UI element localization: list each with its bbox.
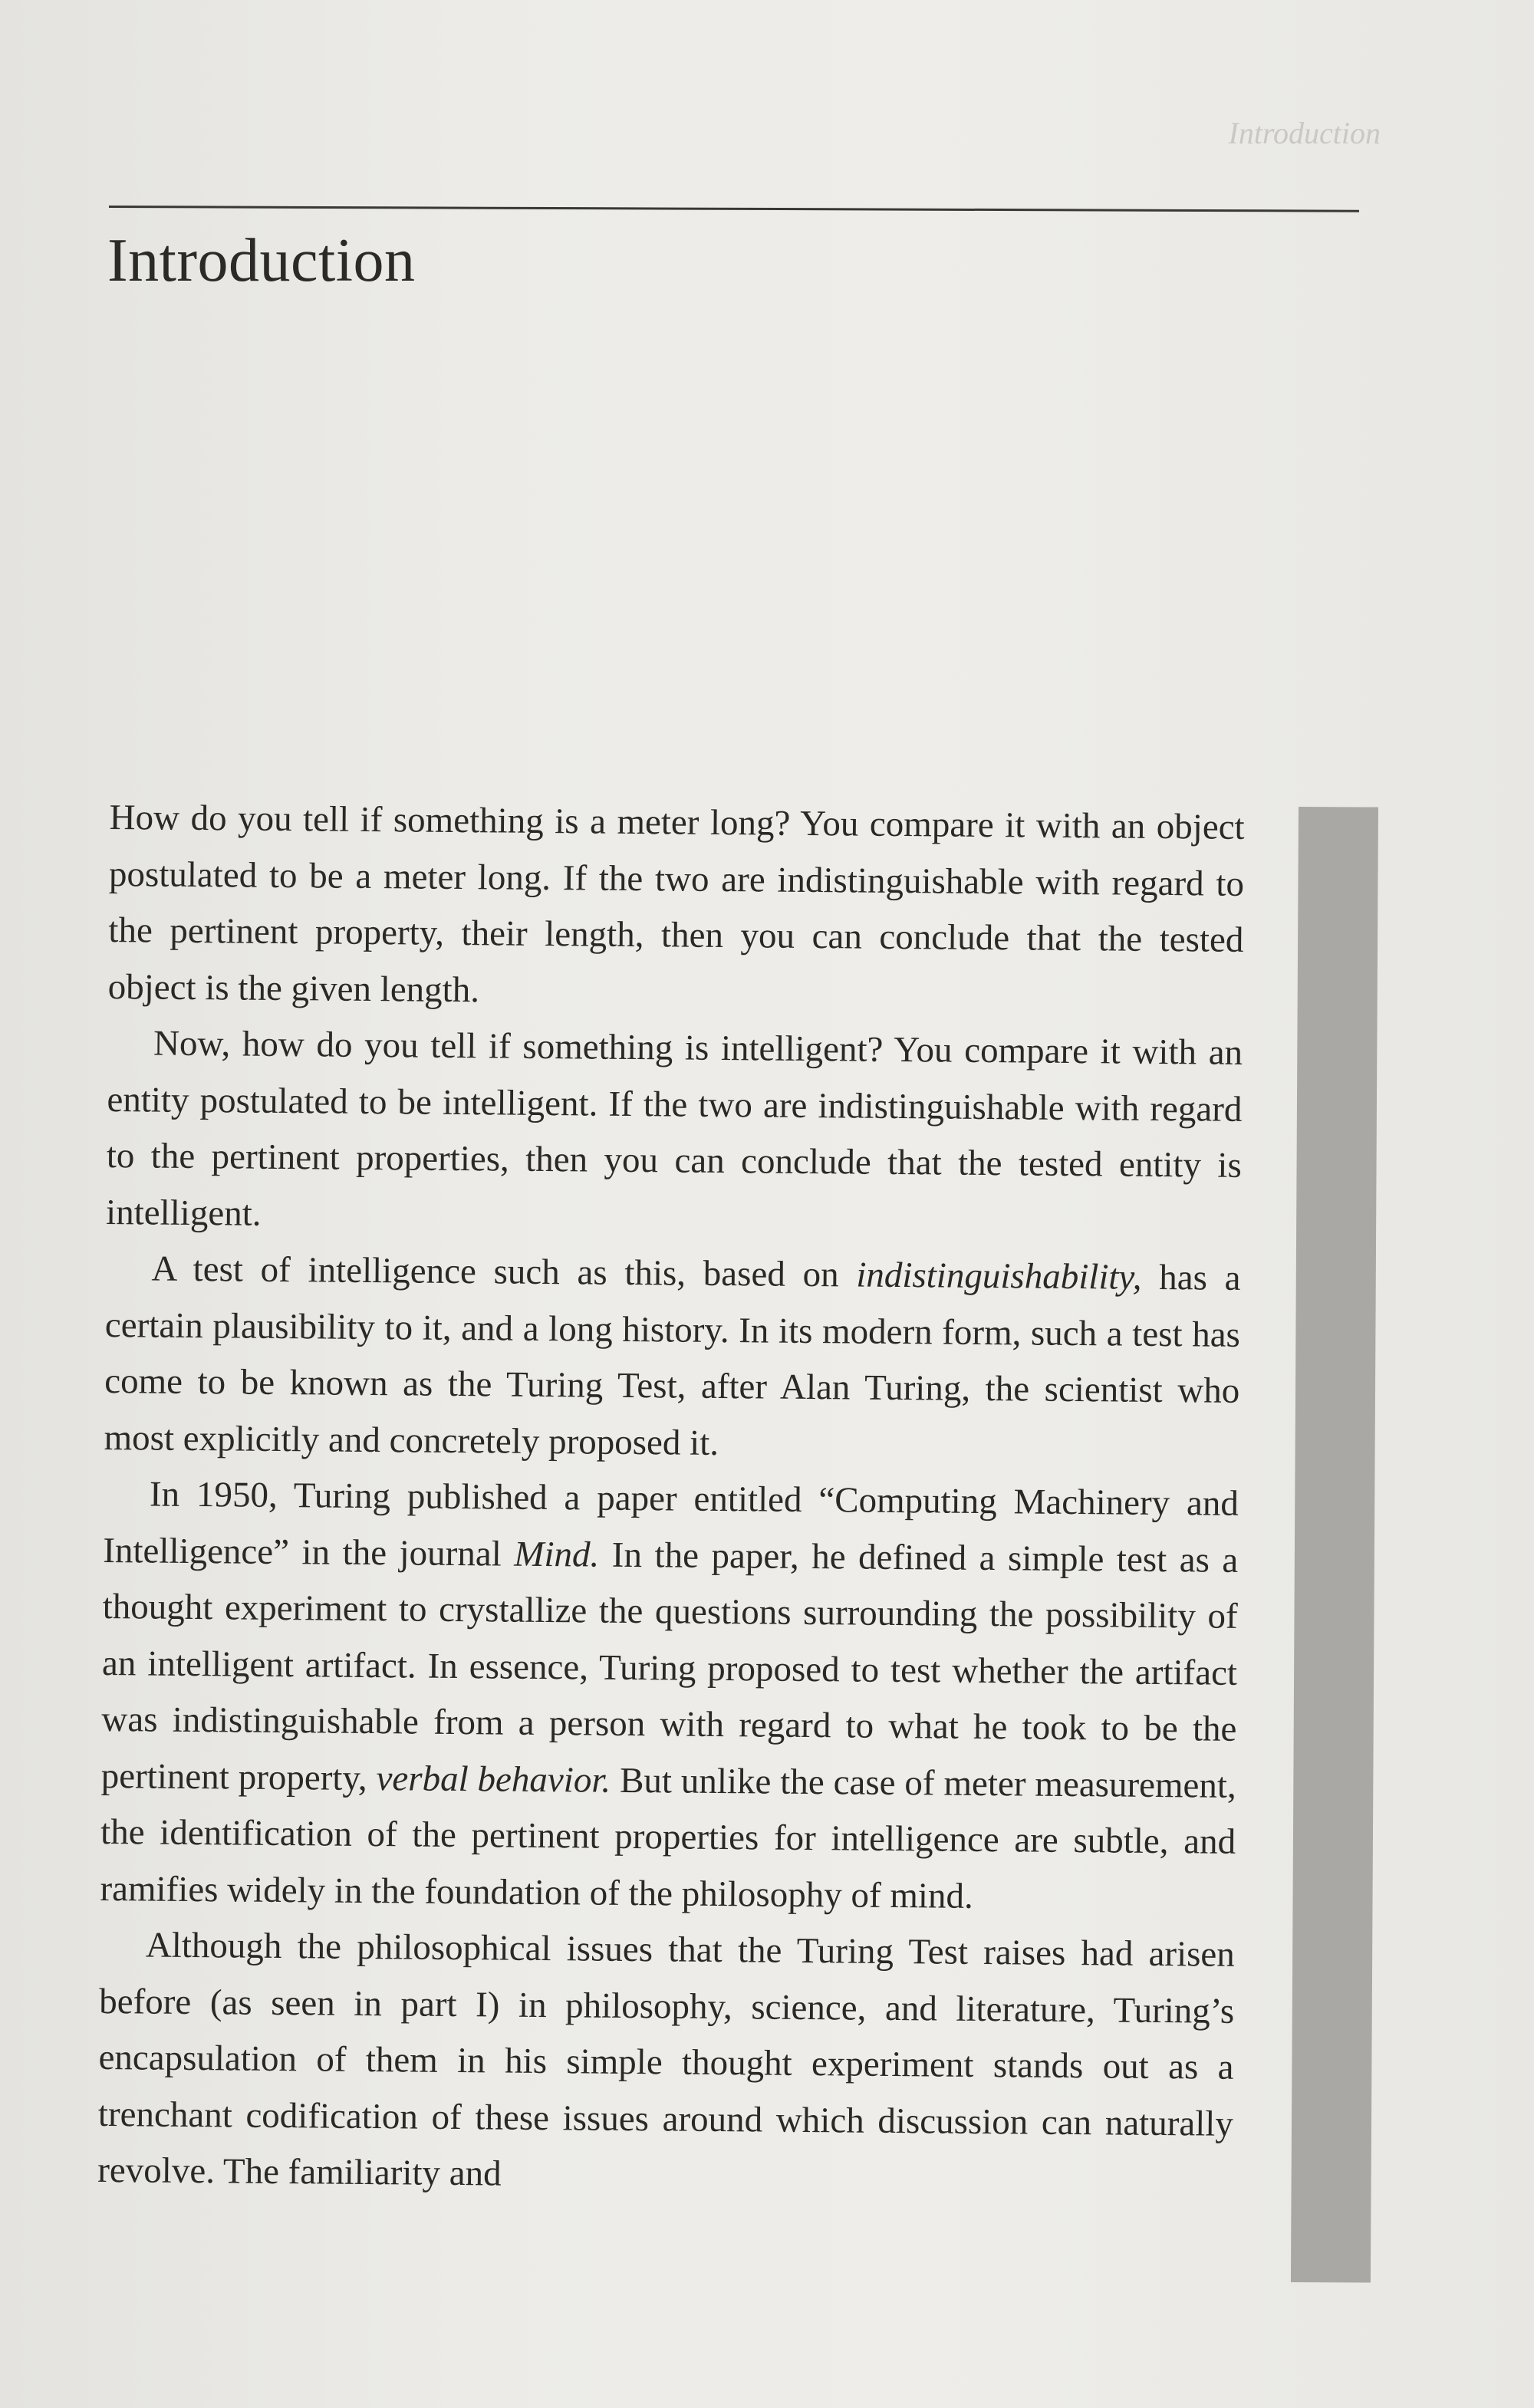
emphasis-verbal-behavior: verbal behavior.: [376, 1758, 611, 1801]
body-text: [97, 790, 1245, 2209]
emphasis-indistinguishability: indistinguishability,: [856, 1255, 1142, 1298]
paragraph-2: Now, how do you tell if something is intelligent? You compare it with an entity postulated to be intelligent. If the two are indistinguishable with regard to the pertinent properties, then you can conclude that the tested entity is intelligent.: [105, 1023, 1243, 1234]
paragraph-4: [100, 1466, 1239, 1927]
paragraph-3-text-b: has a certain plausibility to it, and a long history. In its modern form, such a test has come to be known as the Turing Test, after Alan Turing, the scientist who most explicitly and concretely proposed it.: [104, 1257, 1241, 1463]
paragraph-4-text-c: But unlike the case of meter measurement, the identification of the pertinent properties for intelligence are subtle, and ramifies widely in the foundation of the philosophy of mind.: [100, 1760, 1236, 1916]
title-rule: [109, 206, 1359, 212]
paragraph-4-text-b: In the paper, he defined a simple test as a thought experiment to crystallize the questions surrounding the possibility of an intelligent artifact. In essence, Turing proposed to test whether the artifact was indistinguishable from a person with regard to what he took to be the pertinent property,: [100, 1535, 1239, 1798]
paragraph-5: Although the philosophical issues that the Turing Test raises had arisen before (as seen in part I) in philosophy, science, and literature, Turing’s encapsulation of them in his simple thought experiment stands out as a trenchant codification of these issues around which discussion can naturally revolve. The familiarity and: [97, 1925, 1236, 2194]
running-head: Introduction: [1228, 116, 1381, 150]
paragraph-3-text-a: A test of intelligence such as this, based on: [151, 1248, 857, 1295]
paragraph-4-text-a: In 1950, Turing published a paper entitled “Computing Machinery and Intelligence” in the journal: [103, 1474, 1239, 1574]
emphasis-mind: Mind.: [514, 1534, 600, 1575]
chapter-title: Introduction: [107, 227, 416, 294]
section-tab-bar: [1291, 807, 1378, 2283]
paragraph-1: How do you tell if something is a meter long? You compare it with an object postulated to be a meter long. If the two are indistinguishable with regard to the pertinent property, their length, then you can conclude that the tested object is the given length.: [107, 797, 1245, 1010]
paragraph-3: [104, 1241, 1241, 1476]
